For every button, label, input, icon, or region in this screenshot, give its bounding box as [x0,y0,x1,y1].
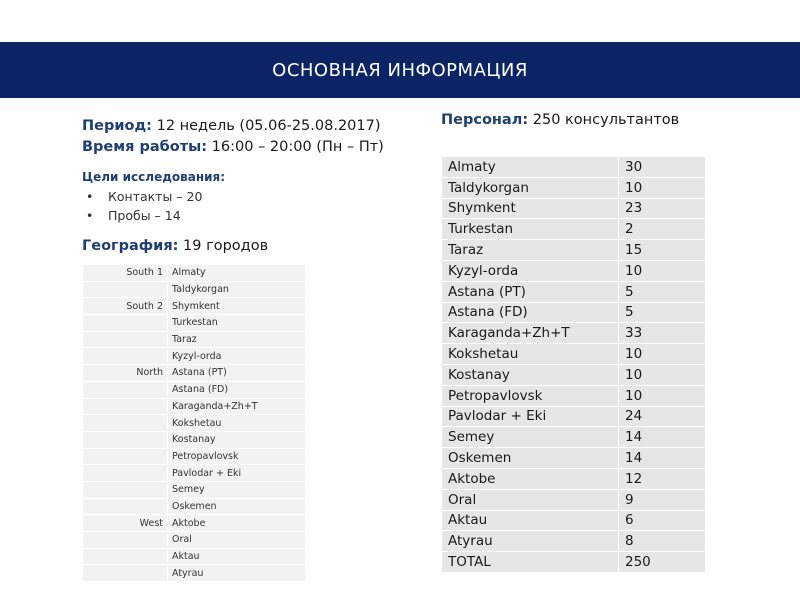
goals-title: Цели исследования: [82,170,226,184]
staff-row [442,385,706,406]
geography-table [82,264,306,582]
staff-city-cell: Karaganda+Zh+T [442,323,619,344]
period-value: 12 недель (05.06-25.08.2017) [156,118,381,134]
staff-row [442,489,706,510]
geography-table-body [83,265,306,582]
staff-row [442,552,706,573]
staff-row [442,260,706,281]
city-cell: Turkestan [168,315,306,332]
region-cell [83,548,168,565]
title-banner [0,42,800,98]
staff-count-cell: 10 [619,177,706,198]
geography-row [83,465,306,482]
goals-item [82,206,202,225]
staff-city-cell: Kostanay [442,364,619,385]
staff-count-cell: 23 [619,198,706,219]
staff-row [442,198,706,219]
staff-count-cell: 5 [619,281,706,302]
city-cell: Karaganda+Zh+T [168,398,306,415]
geography-row [83,498,306,515]
staff-table-body [442,157,706,573]
region-cell: South 1 [83,265,168,282]
geography-row [83,398,306,415]
staff-row [442,281,706,302]
staff-row [442,240,706,261]
region-cell [83,465,168,482]
staff-count-cell: 5 [619,302,706,323]
staff-label: Персонал: [441,112,529,128]
goals-item-text: Контакты – 20 [108,189,203,204]
city-cell: Petropavlovsk [168,448,306,465]
staff-count-cell: 24 [619,406,706,427]
staff-count-cell: 10 [619,344,706,365]
geography-row [83,431,306,448]
city-cell: Kostanay [168,431,306,448]
geography-row [83,281,306,298]
geography-row [83,265,306,282]
staff-row [442,219,706,240]
city-cell: Taraz [168,331,306,348]
hours-value: 16:00 – 20:00 (Пн – Пт) [211,139,384,155]
staff-city-cell: Taraz [442,240,619,261]
city-cell: Taldykorgan [168,281,306,298]
region-cell: West [83,515,168,532]
hours-line [82,137,384,158]
staff-count-cell: 10 [619,385,706,406]
staff-city-cell: Pavlodar + Eki [442,406,619,427]
staff-city-cell: Atyrau [442,531,619,552]
geography-label: География: [82,238,179,254]
staff-row [442,323,706,344]
staff-count-cell: 12 [619,468,706,489]
region-cell [83,448,168,465]
staff-city-cell: Astana (FD) [442,302,619,323]
info-block [82,116,384,158]
staff-value: 250 консультантов [532,112,680,128]
goals-item [82,187,202,206]
geography-row [83,548,306,565]
staff-count-cell: 10 [619,364,706,385]
staff-count-cell: 6 [619,510,706,531]
city-cell: Kyzyl-orda [168,348,306,365]
region-cell: South 2 [83,298,168,315]
geography-row [83,415,306,432]
staff-row [442,406,706,427]
staff-city-cell: Semey [442,427,619,448]
city-cell: Pavlodar + Eki [168,465,306,482]
staff-row [442,510,706,531]
geography-row [83,565,306,582]
region-cell [83,481,168,498]
geography-row [83,331,306,348]
hours-label: Время работы: [82,139,208,155]
city-cell: Oral [168,532,306,549]
goals-list [82,187,202,225]
bullet-icon: • [86,208,94,223]
staff-count-cell: 14 [619,427,706,448]
region-cell [83,532,168,549]
geography-row [83,515,306,532]
staff-heading [441,112,679,128]
city-cell: Almaty [168,265,306,282]
period-label: Период: [82,118,152,134]
city-cell: Astana (FD) [168,381,306,398]
staff-city-cell: Kyzyl-orda [442,260,619,281]
staff-city-cell: Astana (PT) [442,281,619,302]
staff-count-cell: 33 [619,323,706,344]
city-cell: Shymkent [168,298,306,315]
region-cell [83,348,168,365]
staff-city-cell: Oskemen [442,448,619,469]
region-cell [83,281,168,298]
region-cell [83,415,168,432]
goals-item-text: Пробы – 14 [108,208,181,223]
staff-row [442,302,706,323]
geography-row [83,348,306,365]
geography-row [83,532,306,549]
staff-row [442,177,706,198]
city-cell: Semey [168,481,306,498]
staff-count-cell: 9 [619,489,706,510]
period-line [82,116,384,137]
region-cell [83,498,168,515]
city-cell: Aktobe [168,515,306,532]
geography-value: 19 городов [183,238,269,254]
staff-row [442,157,706,178]
region-cell [83,315,168,332]
region-cell [83,381,168,398]
geography-row [83,315,306,332]
region-cell [83,398,168,415]
geography-row [83,448,306,465]
staff-city-cell: Petropavlovsk [442,385,619,406]
page-title: ОСНОВНАЯ ИНФОРМАЦИЯ [272,59,528,81]
city-cell: Atyrau [168,565,306,582]
staff-row [442,344,706,365]
staff-row [442,448,706,469]
city-cell: Astana (PT) [168,365,306,382]
staff-city-cell: Taldykorgan [442,177,619,198]
staff-count-cell: 8 [619,531,706,552]
region-cell [83,431,168,448]
staff-count-cell: 10 [619,260,706,281]
staff-row [442,468,706,489]
staff-city-cell: TOTAL [442,552,619,573]
staff-count-cell: 14 [619,448,706,469]
staff-row [442,364,706,385]
staff-city-cell: Shymkent [442,198,619,219]
staff-city-cell: Oral [442,489,619,510]
city-cell: Kokshetau [168,415,306,432]
staff-city-cell: Almaty [442,157,619,178]
bullet-icon: • [86,189,94,204]
staff-city-cell: Aktau [442,510,619,531]
staff-count-cell: 250 [619,552,706,573]
staff-count-cell: 2 [619,219,706,240]
geography-row [83,481,306,498]
region-cell [83,331,168,348]
geography-row [83,381,306,398]
geography-row [83,298,306,315]
geography-heading [82,238,268,254]
city-cell: Aktau [168,548,306,565]
staff-row [442,531,706,552]
staff-city-cell: Kokshetau [442,344,619,365]
staff-city-cell: Aktobe [442,468,619,489]
geography-row [83,365,306,382]
staff-city-cell: Turkestan [442,219,619,240]
staff-row [442,427,706,448]
staff-count-cell: 30 [619,157,706,178]
city-cell: Oskemen [168,498,306,515]
region-cell: North [83,365,168,382]
region-cell [83,565,168,582]
staff-table [441,156,706,573]
staff-count-cell: 15 [619,240,706,261]
